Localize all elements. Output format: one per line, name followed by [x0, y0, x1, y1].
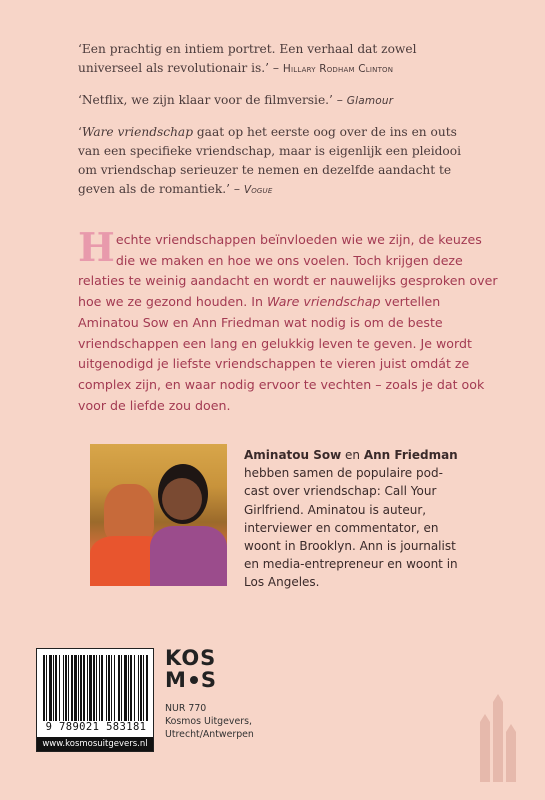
blurb-text: vertellen Aminatou Sow en Ann Friedman wat nodig is om de beste vriendschappen een lang en gelukkig leven te geven. Je wordt uitgenodigd je liefste vriendschappen te vieren juist omdát ze complex zijn, en waar nodig ervoor te vechten – zoals je dat ook voor de liefde zou doen. [78, 294, 485, 413]
quote-2 [78, 91, 478, 111]
quote-text: ‘Een prachtig en intiem portret. Een verhaal dat zowel universeel als revolutionair is.’ – [78, 42, 417, 75]
publisher-info [165, 702, 325, 741]
logo-dot-icon [190, 676, 198, 684]
barcode [36, 648, 154, 752]
book-blurb [78, 225, 498, 416]
author-photo [90, 444, 227, 586]
drop-cap: H [78, 225, 115, 271]
barcode-bars [43, 655, 149, 721]
quote-text: ‘ [78, 125, 82, 139]
quote-3 [78, 123, 478, 200]
publisher-name: Kosmos Uitgevers, [165, 716, 252, 727]
quote-source: Hillary Rodham Clinton [282, 63, 394, 75]
quote-1 [78, 40, 478, 79]
quote-text: ‘Netflix, we zijn klaar voor de filmversie.’ – [78, 93, 347, 107]
nur-code: NUR 770 [165, 703, 207, 714]
blurb-text: echte vriendschappen beïnvloeden wie we zijn, de keuzes die we maken en hoe we ons voelen. Toch krijgen deze relaties te weinig aandacht en wordt er nauwelijks gesproken over hoe we ze gezond houden. In [78, 232, 498, 310]
publisher-url: www.kosmosuitgevers.nl [37, 737, 153, 751]
fsc-logo-icon [476, 692, 520, 782]
quote-book-title: Ware vriendschap [81, 125, 193, 139]
author-name-1: Aminatou Sow [244, 448, 342, 462]
quote-source: Glamour [346, 95, 394, 107]
publisher-city: Utrecht/Antwerpen [165, 729, 254, 740]
logo-text: M [165, 668, 187, 692]
logo-text: KOS [165, 646, 217, 670]
review-quotes [78, 40, 478, 212]
publisher-logo [165, 647, 225, 691]
quote-source: Vogue [243, 184, 273, 196]
bio-text: hebben samen de populaire pod-cast over vriendschap: Call Your Girlfriend. Aminatou is auteur, interviewer en commentator, en woont in Brooklyn. Ann is journalist en media-entrepreneur en woont in Los Angeles. [244, 466, 458, 590]
logo-text: S [200, 668, 218, 692]
author-name-2: Ann Friedman [363, 448, 458, 462]
bio-text: en [341, 448, 364, 462]
blurb-book-title: Ware vriendschap [267, 294, 381, 310]
author-bio [244, 446, 464, 592]
quote-text: gaat op het eerste oog over de ins en outs van een specifieke vriendschap, maar is eigenlijk een pleidooi om vriendschap serieuzer te nemen en dezelfde aandacht te geven als de romantiek.’ – [78, 125, 462, 196]
isbn-number: 9 789021 583181 [45, 721, 147, 733]
